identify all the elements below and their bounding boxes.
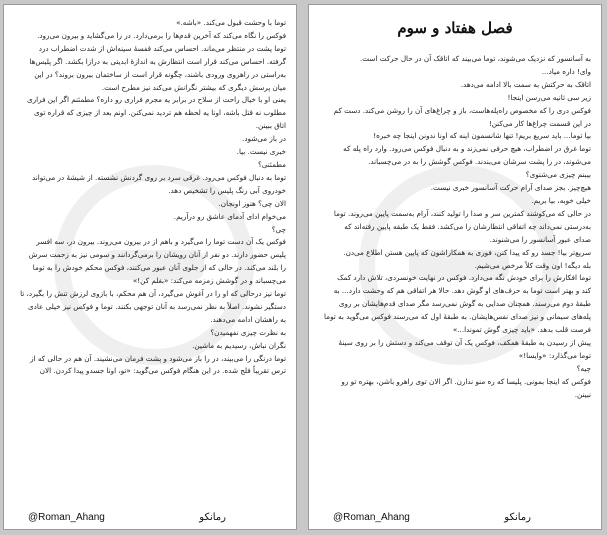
text-line: پلیس حضور دارند. دو نفر از آنان رویشان را برمی‌گردانند و سومی نیز به زحمت سرش bbox=[28, 250, 286, 260]
text-line: چی؟ bbox=[271, 224, 286, 234]
text-line: مطمئنی؟ bbox=[257, 159, 286, 169]
channel-handle: @Roman_Ahang bbox=[28, 512, 105, 523]
text-line: پیش از رسیدن به طبقهٔ همکف، فوکس یک آن توقف می‌کند و دستش را بر روی سینهٔ bbox=[338, 337, 591, 347]
text-line: فوکس یک آن دست توما را می‌گیرد و باهم از در بیرون می‌روند. بیرون در، سه افسر bbox=[36, 237, 286, 247]
text-line: فوکس را نگاه می‌کند که آخرین قدم‌ها را برمی‌دارد. در را می‌گشاید و بیرون می‌رود. bbox=[37, 30, 286, 40]
text-line: در حالی که می‌کوشند کمترین سر و صدا را تولید کنند، آرام به‌سمت پایین می‌روند. توما bbox=[333, 208, 591, 218]
page-text-left bbox=[319, 53, 591, 401]
book-page-right bbox=[3, 4, 297, 530]
text-line: دستگیر نشوند. اصلاً به نظر نمی‌رسد به آنان توجهی بکنند. توما و فوکس نیز خیلی عادی bbox=[28, 301, 286, 311]
text-line: می‌چسباند و در گوشش زمزمه می‌کند: «بغلم کن!» bbox=[132, 276, 286, 286]
text-line: نبینن. bbox=[574, 389, 591, 399]
text-line: به آسانسور که نزدیک می‌شوند، توما می‌بیند که اتاقک آن در حال حرکت است. bbox=[360, 54, 591, 63]
channel-handle: @Roman_Ahang bbox=[333, 512, 410, 523]
text-line: توما به دنبال فوکس می‌رود. غرقی سرد بر روی گردنش نشسته. از شیشهٔ در می‌تواند bbox=[31, 172, 286, 182]
page-footer-left bbox=[319, 507, 591, 523]
text-line: اتاق ببینن. bbox=[255, 121, 286, 131]
text-line: توما درنگی را می‌بیند، در را باز می‌شود و پشت فرمان می‌نشیند. آن هم در حالی که از bbox=[30, 353, 286, 363]
text-line: را بلند می‌کند. در حالی که از جلوی آنان عبور می‌کنند، فوکس محکم خودش را به توما bbox=[32, 263, 286, 273]
text-line: صدای عبور آسانسور را می‌شنوند. bbox=[489, 234, 591, 244]
text-line: به‌راستی در راهروی ورودی باشند، چگونه قرار است از ساختمان بیرون بروند؟ در این bbox=[34, 69, 286, 79]
page-text-right bbox=[14, 17, 286, 378]
text-line: نگران نباش، رسیدیم به ماشین. bbox=[192, 340, 286, 350]
text-line: می‌شوند، در را پشت سرشان می‌بندند. فوکس گوشش را به در می‌چسباند. bbox=[368, 157, 591, 167]
text-line: فرصت قلب بدهد. «باید چیزی گوش تموندا...» bbox=[452, 325, 591, 335]
text-line: میان پرسش دیگری که بیشتر نگرانش می‌کند نیز مطرح است. bbox=[101, 82, 286, 92]
text-line: الان چی؟ هنوز اونجان. bbox=[218, 198, 286, 208]
book-page-left bbox=[308, 4, 602, 530]
text-line: هیچ‌چیز. بجز صدای آرام حرکت آسانسور خبری نیست. bbox=[430, 183, 591, 193]
text-line: توما می‌گذارد: «وایسا!» bbox=[518, 350, 591, 360]
text-line: چیه؟ bbox=[576, 363, 591, 373]
text-line: فوکس دری را که مخصوص راه‌پله‌هاست، باز و چراغ‌های آن را روشن می‌کند. دست کم bbox=[333, 105, 591, 115]
text-line: به نظرت چیزی نفهمیدن؟ bbox=[210, 327, 286, 337]
text-line: در باز می‌شود. bbox=[242, 134, 286, 144]
text-line: طبقهٔ دوم می‌رسند. همچنان صدایی به گوش نمی‌رسد مگر صدای قدم‌هایشان بر روی bbox=[338, 299, 591, 309]
publisher-signature: رمانکو bbox=[199, 512, 226, 523]
page-footer-right bbox=[14, 507, 286, 523]
text-line: توما افکارش را برای خودش نگه می‌دارد. فوکس در نهایت خونسردی، تلاش دارد کمک bbox=[337, 273, 591, 283]
text-line: در این قسمت چراغ‌ها کار می‌کنن! bbox=[488, 118, 591, 128]
text-line: وای! داره میاد... bbox=[541, 66, 591, 76]
text-line: خبری نیست. بیا. bbox=[236, 147, 286, 157]
text-line: توما با وحشت قبول می‌کند. «باشه.» bbox=[176, 18, 286, 27]
text-line: توما پشت در منتظر می‌ماند. احساس می‌کند قفسهٔ سینه‌اش از شدت اضطراب درد bbox=[38, 43, 286, 53]
text-line: اتاقک به حرکتش به سمت بالا ادامه می‌دهد. bbox=[460, 79, 591, 89]
chapter-title: فصل هفتاد و سوم bbox=[397, 19, 513, 37]
text-line: بله دیگه! اون وقت کلاً مرخص می‌شیم. bbox=[474, 260, 591, 270]
text-line: خودروی آبی رنگ پلیس را تشخیص دهد. bbox=[168, 185, 286, 195]
publisher-signature: رمانکو bbox=[504, 512, 531, 523]
text-line: بیا توما... باید سریع بریم! تنها شانسمون اینه که اونا ندونن اینجا چه خبره! bbox=[373, 131, 591, 141]
text-line: گرفته. احساس می‌کند قرار است انتظارش به اندازهٔ ابدیتی به درازا بکشد. اگر پلیس‌ها bbox=[29, 56, 286, 66]
text-line: به راهشان ادامه می‌دهند. bbox=[210, 314, 286, 324]
text-line: یعنی او با خیال راحت از سلاح در برابر یه مجرم فراری رو داره؟ مطمئنم اگر این فراری bbox=[27, 95, 286, 105]
text-line: کند و بهتر است توما به حرف‌های او گوش دهد. حالا هر اتفاقی هم که وحشت دارد... به bbox=[333, 286, 591, 296]
text-line: سریع‌تر بیا! جسد رو که پیدا کنن، فوری به همکاراشون که پایین هستن اطلاع می‌دن. bbox=[343, 247, 591, 257]
text-line: می‌خوام ادای آدمای عاشق رو درآریم. bbox=[173, 211, 286, 221]
text-line: زیر سی ثانیه می‌رسن اینجا! bbox=[507, 92, 591, 102]
text-line: مطلوب نه قتل باشه، اونا یه لحظه هم تردید نمی‌کنن. اونم بعد از چیزی که قراره توی bbox=[34, 108, 286, 118]
text-line: به‌درستی نمی‌داند چه اتفاقی انتظارشان را می‌کشد. فقط یک طبقه پایین رفته‌اند که bbox=[344, 221, 591, 231]
text-line: پله‌های سیمانی و نیز صدای نفس‌هایشان. به طبقهٔ اول که می‌رسند فوکس می‌گوید به توما bbox=[324, 312, 591, 322]
text-line: توما نیز درحالی که او را در آغوش می‌گیرد، آن هم محکم، با بازوی لرزش تنش را بگیرد، تا bbox=[20, 289, 286, 299]
text-line: بیبنم چیزی می‌شنوی؟ bbox=[525, 170, 591, 180]
text-line: ترس تقریباً فلج شده. در این هنگام فوکس می‌گوید: «تو، اونا جسدو پیدا کردن. الان bbox=[39, 366, 286, 376]
text-line: توما غرق در اضطراب، هیچ حرفی نمی‌زند و به دنبال فوکس می‌رود. وارد راه پله که bbox=[343, 144, 591, 154]
text-line: خیلی خوبه، بیا بریم. bbox=[531, 195, 591, 205]
text-line: فوکس که اینجا بمونی. پلیسا که ره منو ندارن. اگر الان توی راهرو باشن، بهتره تو رو bbox=[341, 376, 591, 386]
